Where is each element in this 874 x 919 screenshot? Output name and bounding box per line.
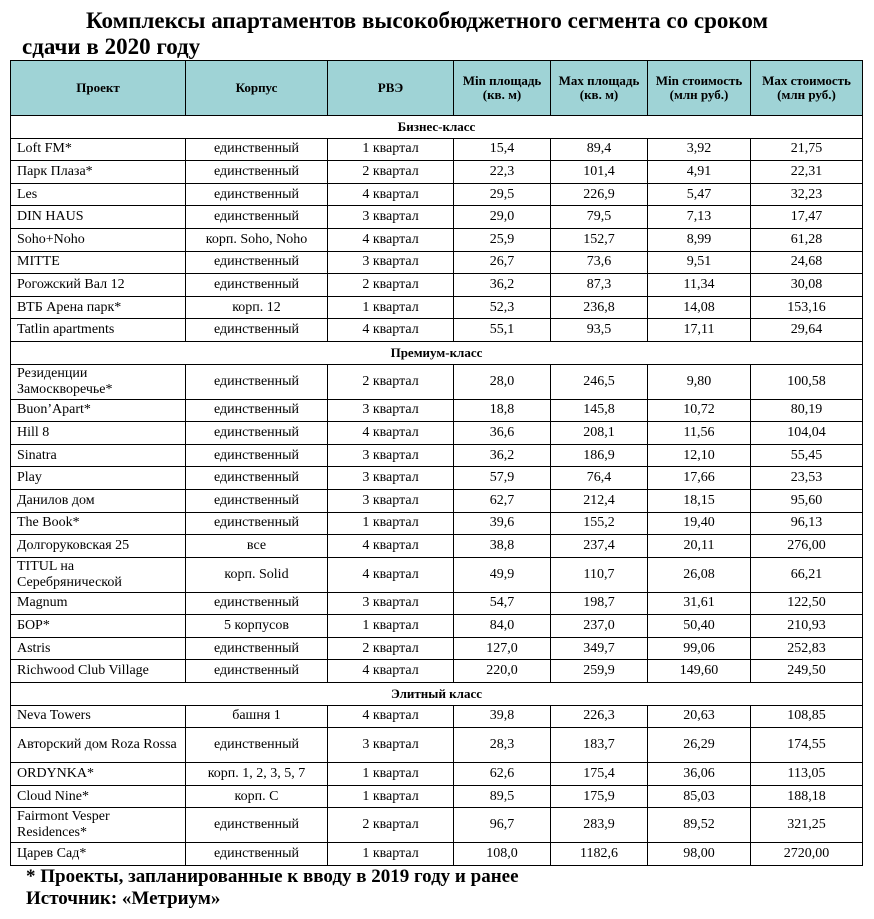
cell-min-price: 85,03 [648, 785, 751, 808]
cell-max-price: 30,08 [751, 274, 863, 297]
cell-min-price: 4,91 [648, 161, 751, 184]
cell-commissioning: 4 квартал [328, 319, 454, 342]
cell-commissioning: 1 квартал [328, 843, 454, 866]
cell-min-area: 49,9 [454, 557, 551, 592]
cell-project: Richwood Club Village [11, 660, 186, 683]
cell-min-price: 7,13 [648, 206, 751, 229]
cell-max-area: 226,3 [551, 705, 648, 728]
cell-min-area: 220,0 [454, 660, 551, 683]
cell-min-price: 20,11 [648, 535, 751, 558]
cell-commissioning: 1 квартал [328, 512, 454, 535]
cell-commissioning: 4 квартал [328, 535, 454, 558]
title-line-2: сдачи в 2020 году [22, 34, 201, 59]
cell-max-price: 95,60 [751, 489, 863, 512]
cell-commissioning: 4 квартал [328, 228, 454, 251]
cell-project: Долгоруковская 25 [11, 535, 186, 558]
cell-max-price: 113,05 [751, 763, 863, 786]
table-row [11, 206, 863, 229]
cell-max-price: 321,25 [751, 808, 863, 843]
cell-min-area: 96,7 [454, 808, 551, 843]
table-row [11, 728, 863, 763]
cell-building: корп. Soho, Noho [186, 228, 328, 251]
cell-commissioning: 1 квартал [328, 296, 454, 319]
cell-min-price: 19,40 [648, 512, 751, 535]
cell-commissioning: 2 квартал [328, 274, 454, 297]
cell-commissioning: 3 квартал [328, 467, 454, 490]
cell-commissioning: 4 квартал [328, 183, 454, 206]
section-row [11, 683, 863, 706]
cell-max-price: 22,31 [751, 161, 863, 184]
cell-min-price: 11,34 [648, 274, 751, 297]
cell-max-price: 96,13 [751, 512, 863, 535]
cell-max-area: 183,7 [551, 728, 648, 763]
cell-project: БОР* [11, 615, 186, 638]
cell-max-price: 80,19 [751, 399, 863, 422]
section-title: Бизнес-класс [11, 116, 863, 139]
title-line-1: Комплексы апартаментов высокобюджетного сегмента со сроком [86, 8, 769, 33]
cell-building: единственный [186, 467, 328, 490]
cell-project: Cloud Nine* [11, 785, 186, 808]
table-body [11, 116, 863, 866]
cell-project: Резиденции Замоскворечье* [11, 364, 186, 399]
cell-min-area: 89,5 [454, 785, 551, 808]
cell-min-area: 127,0 [454, 637, 551, 660]
cell-project: Buon’Apart* [11, 399, 186, 422]
table-row [11, 422, 863, 445]
cell-building: корп. 1, 2, 3, 5, 7 [186, 763, 328, 786]
cell-min-price: 14,08 [648, 296, 751, 319]
cell-building: единственный [186, 444, 328, 467]
cell-project: ORDYNKA* [11, 763, 186, 786]
cell-max-area: 155,2 [551, 512, 648, 535]
cell-max-area: 226,9 [551, 183, 648, 206]
cell-max-price: 66,21 [751, 557, 863, 592]
table-row [11, 138, 863, 161]
cell-max-price: 174,55 [751, 728, 863, 763]
cell-commissioning: 1 квартал [328, 138, 454, 161]
section-row [11, 341, 863, 364]
cell-min-price: 5,47 [648, 183, 751, 206]
cell-max-area: 79,5 [551, 206, 648, 229]
cell-building: единственный [186, 274, 328, 297]
cell-project: Царев Сад* [11, 843, 186, 866]
cell-max-area: 198,7 [551, 592, 648, 615]
cell-building: корп. Solid [186, 557, 328, 592]
cell-building: единственный [186, 319, 328, 342]
cell-building: 5 корпусов [186, 615, 328, 638]
cell-min-area: 55,1 [454, 319, 551, 342]
cell-building: единственный [186, 728, 328, 763]
cell-project: Tatlin apartments [11, 319, 186, 342]
cell-commissioning: 3 квартал [328, 728, 454, 763]
cell-min-price: 36,06 [648, 763, 751, 786]
section-title: Элитный класс [11, 683, 863, 706]
cell-commissioning: 3 квартал [328, 399, 454, 422]
cell-max-area: 89,4 [551, 138, 648, 161]
table-row [11, 251, 863, 274]
cell-min-area: 36,2 [454, 274, 551, 297]
cell-max-price: 29,64 [751, 319, 863, 342]
header-max-area: Max площадь (кв. м) [551, 61, 648, 116]
source-note: Источник: «Метриум» [26, 888, 221, 909]
cell-project: Данилов дом [11, 489, 186, 512]
cell-building: единственный [186, 843, 328, 866]
cell-commissioning: 2 квартал [328, 637, 454, 660]
cell-max-area: 212,4 [551, 489, 648, 512]
cell-min-price: 26,29 [648, 728, 751, 763]
cell-max-price: 252,83 [751, 637, 863, 660]
cell-project: Loft FM* [11, 138, 186, 161]
cell-commissioning: 1 квартал [328, 785, 454, 808]
cell-min-area: 36,2 [454, 444, 551, 467]
cell-min-price: 10,72 [648, 399, 751, 422]
cell-min-area: 36,6 [454, 422, 551, 445]
cell-building: единственный [186, 422, 328, 445]
cell-min-area: 22,3 [454, 161, 551, 184]
table-row [11, 444, 863, 467]
cell-min-area: 57,9 [454, 467, 551, 490]
cell-max-area: 236,8 [551, 296, 648, 319]
header-project: Проект [11, 61, 186, 116]
cell-project: Astris [11, 637, 186, 660]
table-row [11, 319, 863, 342]
cell-project: The Book* [11, 512, 186, 535]
cell-min-price: 20,63 [648, 705, 751, 728]
table-row [11, 785, 863, 808]
cell-max-area: 76,4 [551, 467, 648, 490]
cell-building: башня 1 [186, 705, 328, 728]
table-row [11, 592, 863, 615]
table-row [11, 808, 863, 843]
section-title: Премиум-класс [11, 341, 863, 364]
cell-max-price: 55,45 [751, 444, 863, 467]
header-commissioning: РВЭ [328, 61, 454, 116]
cell-max-area: 1182,6 [551, 843, 648, 866]
cell-project: Парк Плаза* [11, 161, 186, 184]
cell-max-price: 249,50 [751, 660, 863, 683]
cell-max-area: 246,5 [551, 364, 648, 399]
cell-max-price: 17,47 [751, 206, 863, 229]
cell-max-price: 122,50 [751, 592, 863, 615]
table-row [11, 489, 863, 512]
table-row [11, 763, 863, 786]
cell-building: все [186, 535, 328, 558]
cell-min-price: 149,60 [648, 660, 751, 683]
cell-max-area: 110,7 [551, 557, 648, 592]
cell-max-area: 175,4 [551, 763, 648, 786]
cell-min-price: 3,92 [648, 138, 751, 161]
cell-min-price: 9,80 [648, 364, 751, 399]
cell-min-price: 26,08 [648, 557, 751, 592]
cell-building: единственный [186, 161, 328, 184]
cell-max-price: 188,18 [751, 785, 863, 808]
cell-project: TITUL на Серебрянической [11, 557, 186, 592]
cell-building: единственный [186, 183, 328, 206]
cell-building: единственный [186, 489, 328, 512]
cell-min-area: 39,6 [454, 512, 551, 535]
table-row [11, 512, 863, 535]
cell-min-area: 54,7 [454, 592, 551, 615]
table-row [11, 467, 863, 490]
cell-min-price: 89,52 [648, 808, 751, 843]
cell-project: DIN HAUS [11, 206, 186, 229]
cell-building: единственный [186, 637, 328, 660]
table-row [11, 161, 863, 184]
cell-project: Les [11, 183, 186, 206]
apartments-table [10, 60, 863, 866]
table-notes [26, 866, 519, 910]
table-row [11, 615, 863, 638]
table-row [11, 364, 863, 399]
cell-project: MITTE [11, 251, 186, 274]
cell-building: единственный [186, 592, 328, 615]
cell-min-price: 8,99 [648, 228, 751, 251]
cell-project: Play [11, 467, 186, 490]
cell-project: Neva Towers [11, 705, 186, 728]
cell-min-area: 26,7 [454, 251, 551, 274]
table-row [11, 535, 863, 558]
cell-max-price: 32,23 [751, 183, 863, 206]
table-row [11, 637, 863, 660]
table-row [11, 296, 863, 319]
cell-project: Magnum [11, 592, 186, 615]
cell-building: единственный [186, 399, 328, 422]
cell-commissioning: 3 квартал [328, 251, 454, 274]
cell-building: корп. 12 [186, 296, 328, 319]
cell-project: Авторский дом Roza Rossa [11, 728, 186, 763]
cell-max-price: 61,28 [751, 228, 863, 251]
cell-max-area: 73,6 [551, 251, 648, 274]
cell-min-price: 11,56 [648, 422, 751, 445]
cell-commissioning: 2 квартал [328, 161, 454, 184]
cell-building: единственный [186, 660, 328, 683]
cell-min-price: 12,10 [648, 444, 751, 467]
header-building: Корпус [186, 61, 328, 116]
cell-min-price: 17,66 [648, 467, 751, 490]
cell-min-area: 84,0 [454, 615, 551, 638]
cell-commissioning: 3 квартал [328, 592, 454, 615]
cell-commissioning: 3 квартал [328, 206, 454, 229]
footnote: * Проекты, запланированные к вводу в 2019 году и ранее [26, 866, 519, 887]
cell-commissioning: 4 квартал [328, 705, 454, 728]
cell-max-price: 153,16 [751, 296, 863, 319]
cell-building: единственный [186, 251, 328, 274]
cell-max-price: 21,75 [751, 138, 863, 161]
cell-min-area: 108,0 [454, 843, 551, 866]
cell-max-price: 108,85 [751, 705, 863, 728]
cell-min-price: 99,06 [648, 637, 751, 660]
cell-project: ВТБ Арена парк* [11, 296, 186, 319]
cell-max-area: 145,8 [551, 399, 648, 422]
cell-min-area: 18,8 [454, 399, 551, 422]
header-min-price: Min стоимость (млн руб.) [648, 61, 751, 116]
cell-commissioning: 4 квартал [328, 660, 454, 683]
table-row [11, 660, 863, 683]
cell-min-price: 17,11 [648, 319, 751, 342]
cell-max-price: 210,93 [751, 615, 863, 638]
header-min-area: Min площадь (кв. м) [454, 61, 551, 116]
cell-max-price: 23,53 [751, 467, 863, 490]
cell-building: единственный [186, 138, 328, 161]
cell-max-price: 2720,00 [751, 843, 863, 866]
cell-min-price: 98,00 [648, 843, 751, 866]
cell-max-area: 237,4 [551, 535, 648, 558]
cell-project: Sinatra [11, 444, 186, 467]
cell-max-price: 276,00 [751, 535, 863, 558]
cell-max-price: 24,68 [751, 251, 863, 274]
cell-commissioning: 2 квартал [328, 808, 454, 843]
cell-commissioning: 4 квартал [328, 557, 454, 592]
cell-building: единственный [186, 808, 328, 843]
table-row [11, 183, 863, 206]
table-row [11, 843, 863, 866]
cell-commissioning: 4 квартал [328, 422, 454, 445]
table-row [11, 228, 863, 251]
cell-commissioning: 1 квартал [328, 763, 454, 786]
cell-project: Hill 8 [11, 422, 186, 445]
table-header-row [11, 61, 863, 116]
cell-max-area: 349,7 [551, 637, 648, 660]
cell-max-area: 186,9 [551, 444, 648, 467]
cell-max-area: 87,3 [551, 274, 648, 297]
table-row [11, 274, 863, 297]
cell-project: Fairmont Vesper Residences* [11, 808, 186, 843]
cell-min-area: 39,8 [454, 705, 551, 728]
cell-max-area: 152,7 [551, 228, 648, 251]
cell-commissioning: 1 квартал [328, 615, 454, 638]
page-title [0, 8, 874, 60]
cell-min-price: 18,15 [648, 489, 751, 512]
cell-max-area: 283,9 [551, 808, 648, 843]
cell-max-area: 259,9 [551, 660, 648, 683]
cell-min-area: 15,4 [454, 138, 551, 161]
cell-max-price: 100,58 [751, 364, 863, 399]
cell-building: единственный [186, 206, 328, 229]
cell-max-price: 104,04 [751, 422, 863, 445]
cell-min-area: 29,5 [454, 183, 551, 206]
cell-building: единственный [186, 512, 328, 535]
cell-min-area: 25,9 [454, 228, 551, 251]
table-row [11, 557, 863, 592]
cell-min-price: 31,61 [648, 592, 751, 615]
cell-project: Soho+Noho [11, 228, 186, 251]
cell-building: единственный [186, 364, 328, 399]
cell-min-area: 29,0 [454, 206, 551, 229]
cell-max-area: 175,9 [551, 785, 648, 808]
cell-min-area: 38,8 [454, 535, 551, 558]
cell-max-area: 101,4 [551, 161, 648, 184]
cell-commissioning: 3 квартал [328, 444, 454, 467]
cell-min-area: 62,7 [454, 489, 551, 512]
section-row [11, 116, 863, 139]
cell-max-area: 208,1 [551, 422, 648, 445]
cell-min-area: 28,3 [454, 728, 551, 763]
header-max-price: Max стоимость (млн руб.) [751, 61, 863, 116]
table-row [11, 399, 863, 422]
cell-min-price: 50,40 [648, 615, 751, 638]
cell-min-price: 9,51 [648, 251, 751, 274]
cell-min-area: 62,6 [454, 763, 551, 786]
table-row [11, 705, 863, 728]
cell-max-area: 93,5 [551, 319, 648, 342]
cell-building: корп. С [186, 785, 328, 808]
cell-max-area: 237,0 [551, 615, 648, 638]
cell-commissioning: 3 квартал [328, 489, 454, 512]
cell-min-area: 28,0 [454, 364, 551, 399]
cell-commissioning: 2 квартал [328, 364, 454, 399]
cell-project: Рогожский Вал 12 [11, 274, 186, 297]
cell-min-area: 52,3 [454, 296, 551, 319]
